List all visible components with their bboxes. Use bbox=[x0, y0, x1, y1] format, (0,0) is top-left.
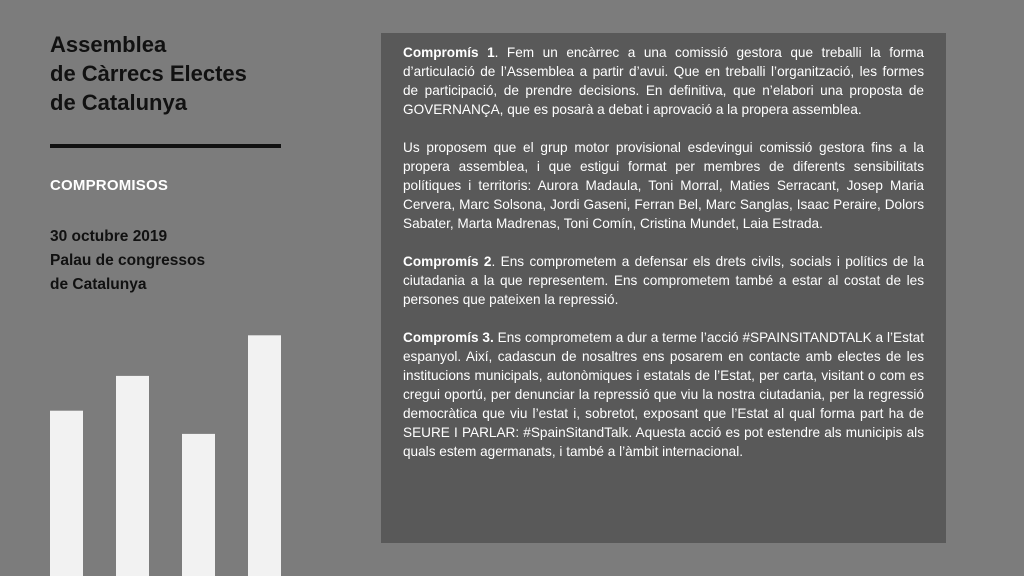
gestora-proposal-paragraph bbox=[403, 138, 924, 233]
decorative-bar bbox=[248, 335, 281, 576]
commitment-paragraph-1 bbox=[403, 43, 924, 119]
commitments-panel bbox=[381, 33, 946, 543]
commitment-paragraph-3 bbox=[403, 328, 924, 461]
commitment-text: Ens comprometem a dur a terme l’acció #SPAINSITANDTALK a l’Estat espanyol. Així, cadascun de nosaltres ens posarem en contacte amb electes de les institucions municipals, autonòmiques i estatals de l’Estat, per carta, visitant o com es cregui oportú, per denunciar la repressió que viu la nostra ciutadania, per la regressió democràtica que viu l’estat i, sobretot, exposant que l’Estat al qual forma part ha de SEURE I PARLAR: #SpainSitandTalk. Aquesta acció es pot estendre als municipis als quals estem agermanats, i també a l’àmbit internacional. bbox=[403, 330, 924, 459]
title-divider bbox=[50, 144, 281, 148]
decorative-bar bbox=[182, 434, 215, 576]
commitment-heading: Compromís 2 bbox=[403, 254, 492, 269]
section-label: COMPROMISOS bbox=[50, 177, 169, 194]
commitment-heading: Compromís 1 bbox=[403, 45, 495, 60]
commitment-paragraph-2 bbox=[403, 252, 924, 309]
decorative-bar bbox=[50, 411, 83, 576]
proposal-text: Us proposem que el grup motor provisional esdevingui comissió gestora fins a la propera assemblea, i que estigui format per membres de diferents sensibilitats polítiques i territoris: Aurora Madaula, Toni Morral, Maties Serracant, Josep Maria Cervera, Marc Solsona, Jordi Gaseni, Ferran Bel, Marc Sanglas, Isaac Peraire, Dolors Sabater, Marta Madrenas, Toni Comín, Cristina Mundet, Laia Estrada. bbox=[403, 140, 924, 231]
organization-title: Assemblea de Càrrecs Electes de Catalunya bbox=[50, 32, 247, 115]
event-info: 30 octubre 2019 Palau de congressos de Catalunya bbox=[50, 228, 206, 293]
decorative-bar bbox=[116, 376, 149, 576]
commitment-text: . Ens comprometem a defensar els drets civils, socials i polítics de la ciutadania a la que representem. Ens comprometem també a estar al costat de les persones que pateixen la repressió. bbox=[403, 254, 925, 307]
commitment-text: . Fem un encàrrec a una comissió gestora que treballi la forma d’articulació de l’Assemblea a partir d’avui. Que en treballi l’organització, les formes de participació, de prendre decisions. En definitiva, que n’elabori una proposta de GOVERNANÇA, que es posarà a debat i aprovació a la propera assemblea. bbox=[403, 45, 924, 117]
commitment-heading: Compromís 3. bbox=[403, 330, 494, 345]
